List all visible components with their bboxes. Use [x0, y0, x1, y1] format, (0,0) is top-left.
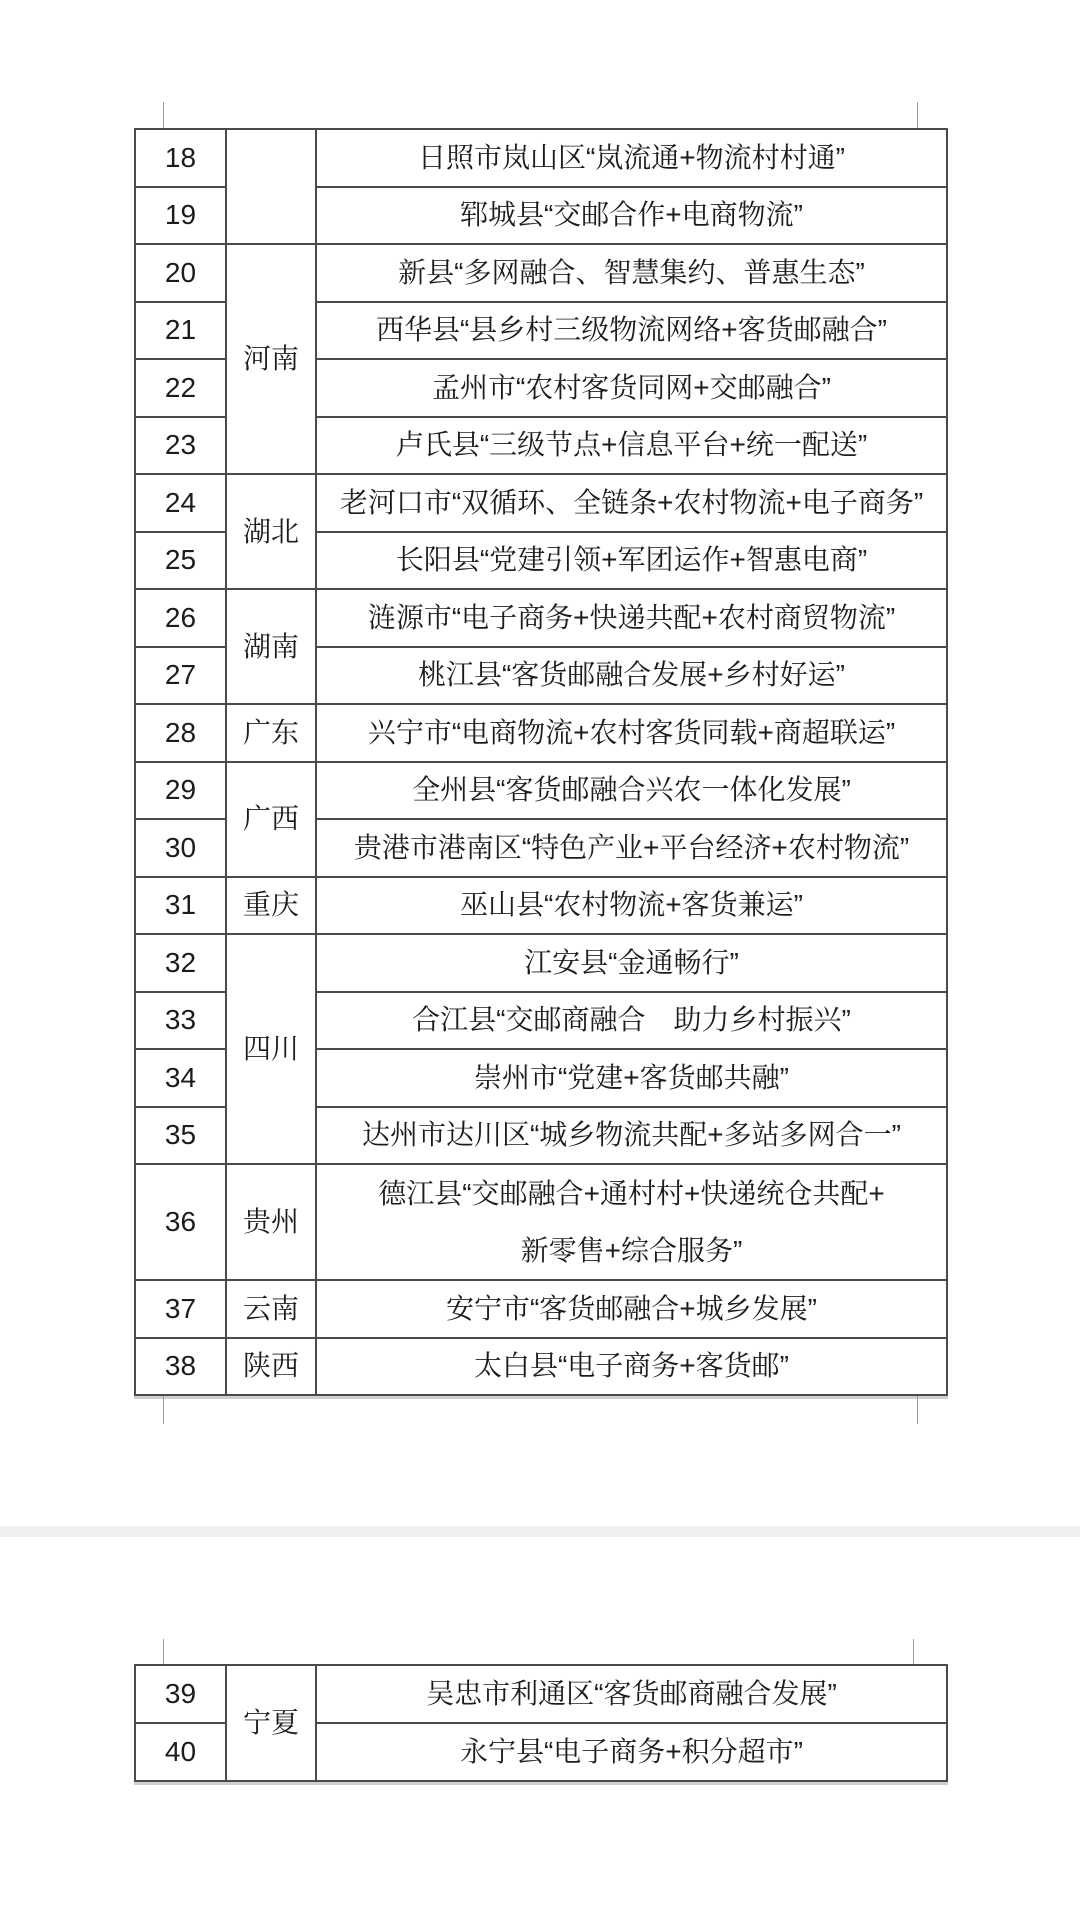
number-cell: 37 — [135, 1280, 226, 1338]
table-row — [135, 704, 947, 762]
number-cell: 21 — [135, 302, 226, 360]
province-cell — [226, 129, 316, 244]
table-row — [135, 1338, 947, 1396]
description-cell — [316, 1164, 947, 1280]
description-cell: 贵港市港南区“特色产业+平台经济+农村物流” — [316, 819, 947, 877]
table-row — [135, 474, 947, 532]
description-cell: 长阳县“党建引领+军团运作+智惠电商” — [316, 532, 947, 590]
description-cell: 安宁市“客货邮融合+城乡发展” — [316, 1280, 947, 1338]
province-cell: 云南 — [226, 1280, 316, 1338]
table-row — [135, 762, 947, 820]
number-cell: 26 — [135, 589, 226, 647]
table-row — [135, 877, 947, 935]
table-row — [135, 1280, 947, 1338]
number-cell: 33 — [135, 992, 226, 1050]
number-cell: 38 — [135, 1338, 226, 1396]
province-cell: 四川 — [226, 934, 316, 1164]
number-cell: 28 — [135, 704, 226, 762]
ranking-table-page1 — [134, 128, 948, 1396]
description-cell: 吴忠市利通区“客货邮商融合发展” — [316, 1665, 947, 1723]
description-cell: 崇州市“党建+客货邮共融” — [316, 1049, 947, 1107]
number-cell: 39 — [135, 1665, 226, 1723]
page2-top-left-margin-mark — [163, 1639, 164, 1665]
province-cell: 重庆 — [226, 877, 316, 935]
description-cell: 孟州市“农村客货同网+交邮融合” — [316, 359, 947, 417]
description-cell: 日照市岚山区“岚流通+物流村村通” — [316, 129, 947, 187]
description-cell: 兴宁市“电商物流+农村客货同载+商超联运” — [316, 704, 947, 762]
table-row — [135, 244, 947, 302]
number-cell: 27 — [135, 647, 226, 705]
description-cell: 全州县“客货邮融合兴农一体化发展” — [316, 762, 947, 820]
page1-bottom-right-margin-mark — [917, 1396, 918, 1424]
province-cell: 湖北 — [226, 474, 316, 589]
number-cell: 25 — [135, 532, 226, 590]
description-cell: 合江县“交邮商融合 助力乡村振兴” — [316, 992, 947, 1050]
page1-bottom-left-margin-mark — [163, 1396, 164, 1424]
number-cell: 24 — [135, 474, 226, 532]
number-cell: 31 — [135, 877, 226, 935]
number-cell: 30 — [135, 819, 226, 877]
description-cell: 达州市达川区“城乡物流共配+多站多网合一” — [316, 1107, 947, 1165]
number-cell: 35 — [135, 1107, 226, 1165]
description-cell: 郓城县“交邮合作+电商物流” — [316, 187, 947, 245]
table-row — [135, 1665, 947, 1723]
number-cell: 20 — [135, 244, 226, 302]
number-cell: 34 — [135, 1049, 226, 1107]
province-cell: 贵州 — [226, 1164, 316, 1280]
description-cell: 老河口市“双循环、全链条+农村物流+电子商务” — [316, 474, 947, 532]
description-cell: 太白县“电子商务+客货邮” — [316, 1338, 947, 1396]
province-cell: 河南 — [226, 244, 316, 474]
page1-top-left-margin-mark — [163, 102, 164, 129]
number-cell: 36 — [135, 1164, 226, 1280]
page-break-separator — [0, 1526, 1080, 1537]
description-line-1: 德江县“交邮融合+通村村+快递统仓共配+ — [378, 1178, 885, 1209]
page2-top-right-margin-mark — [913, 1639, 914, 1665]
province-cell: 陕西 — [226, 1338, 316, 1396]
number-cell: 22 — [135, 359, 226, 417]
ranking-table-page2 — [134, 1664, 948, 1782]
number-cell: 32 — [135, 934, 226, 992]
province-cell: 宁夏 — [226, 1665, 316, 1781]
province-cell: 广东 — [226, 704, 316, 762]
table-row — [135, 1164, 947, 1280]
province-cell: 广西 — [226, 762, 316, 877]
description-cell: 西华县“县乡村三级物流网络+客货邮融合” — [316, 302, 947, 360]
description-cell: 涟源市“电子商务+快递共配+农村商贸物流” — [316, 589, 947, 647]
province-cell: 湖南 — [226, 589, 316, 704]
description-cell: 巫山县“农村物流+客货兼运” — [316, 877, 947, 935]
table-row — [135, 934, 947, 992]
number-cell: 19 — [135, 187, 226, 245]
number-cell: 23 — [135, 417, 226, 475]
description-cell: 永宁县“电子商务+积分超市” — [316, 1723, 947, 1781]
number-cell: 29 — [135, 762, 226, 820]
description-cell: 卢氏县“三级节点+信息平台+统一配送” — [316, 417, 947, 475]
number-cell: 40 — [135, 1723, 226, 1781]
number-cell: 18 — [135, 129, 226, 187]
page1-top-right-margin-mark — [917, 102, 918, 129]
description-cell: 江安县“金通畅行” — [316, 934, 947, 992]
table-row — [135, 129, 947, 187]
description-line-2: 新零售+综合服务” — [520, 1235, 743, 1266]
description-cell: 新县“多网融合、智慧集约、普惠生态” — [316, 244, 947, 302]
table-row — [135, 589, 947, 647]
description-cell: 桃江县“客货邮融合发展+乡村好运” — [316, 647, 947, 705]
